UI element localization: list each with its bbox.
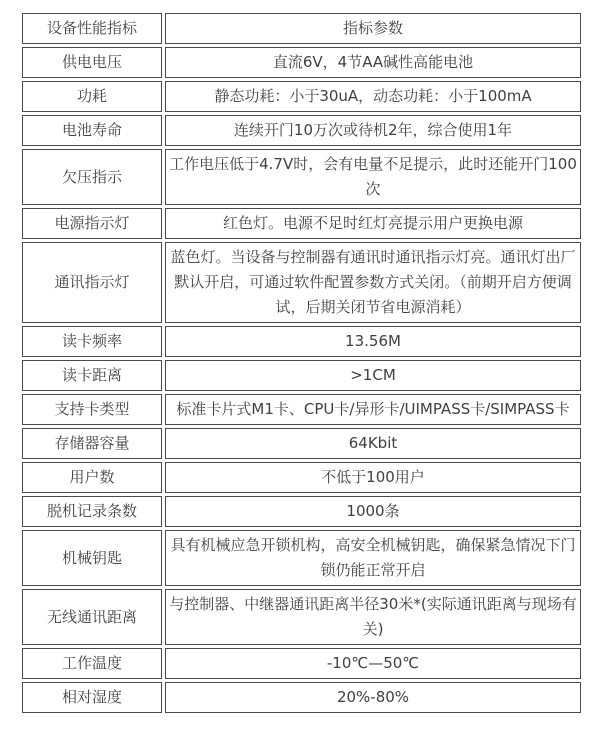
spec-row [22,326,581,357]
spec-row-value: 64Kbit [165,428,581,459]
spec-row-label: 电源指示灯 [22,208,162,239]
spec-row [22,360,581,391]
spec-row-value: 具有机械应急开锁机构，高安全机械钥匙，确保紧急情况下门锁仍能正常开启 [165,530,581,586]
spec-row-label: 用户数 [22,462,162,493]
spec-row-label: 电池寿命 [22,115,162,146]
spec-row-value: 1000条 [165,496,581,527]
spec-row [22,589,581,645]
spec-row-value: 不低于100用户 [165,462,581,493]
spec-row [22,530,581,586]
spec-row-value: -10℃—50℃ [165,648,581,679]
spec-row-value: 蓝色灯。当设备与控制器有通讯时通讯指示灯亮。通讯灯出厂默认开启，可通过软件配置参数方式关闭。（前期开启方便调试，后期关闭节省电源消耗） [165,242,581,323]
spec-row-value: 静态功耗：小于30uA，动态功耗：小于100mA [165,81,581,112]
spec-row-value: 标准卡片式M1卡、CPU卡/异形卡/UIMPASS卡/SIMPASS卡 [165,394,581,425]
header-row [22,13,581,44]
spec-row [22,462,581,493]
spec-row-value: 工作电压低于4.7V时，会有电量不足提示，此时还能开门100次 [165,149,581,205]
spec-row [22,428,581,459]
spec-row-label: 通讯指示灯 [22,242,162,323]
header-cell-indicator: 设备性能指标 [22,13,162,44]
spec-table-body [22,13,581,713]
spec-row [22,648,581,679]
spec-row-value: 13.56M [165,326,581,357]
spec-row [22,496,581,527]
device-spec-table [19,10,584,716]
spec-row-value: >1CM [165,360,581,391]
spec-row-label: 读卡距离 [22,360,162,391]
spec-row-value: 直流6V，4节AA碱性高能电池 [165,47,581,78]
header-cell-parameter: 指标参数 [165,13,581,44]
spec-row [22,208,581,239]
spec-row-label: 存储器容量 [22,428,162,459]
spec-row-value: 与控制器、中继器通讯距离半径30米*(实际通讯距离与现场有关) [165,589,581,645]
spec-row-label: 欠压指示 [22,149,162,205]
spec-row-label: 支持卡类型 [22,394,162,425]
spec-row [22,149,581,205]
spec-row-label: 读卡频率 [22,326,162,357]
spec-row-label: 相对湿度 [22,682,162,713]
spec-row-label: 无线通讯距离 [22,589,162,645]
spec-row-label: 工作温度 [22,648,162,679]
spec-row-label: 功耗 [22,81,162,112]
spec-row [22,81,581,112]
spec-row [22,394,581,425]
spec-row [22,115,581,146]
spec-row-label: 脱机记录条数 [22,496,162,527]
spec-row [22,682,581,713]
spec-row [22,242,581,323]
spec-row-label: 供电电压 [22,47,162,78]
spec-row-value: 20%-80% [165,682,581,713]
spec-row [22,47,581,78]
spec-row-value: 连续开门10万次或待机2年，综合使用1年 [165,115,581,146]
spec-row-label: 机械钥匙 [22,530,162,586]
spec-row-value: 红色灯。电源不足时红灯亮提示用户更换电源 [165,208,581,239]
